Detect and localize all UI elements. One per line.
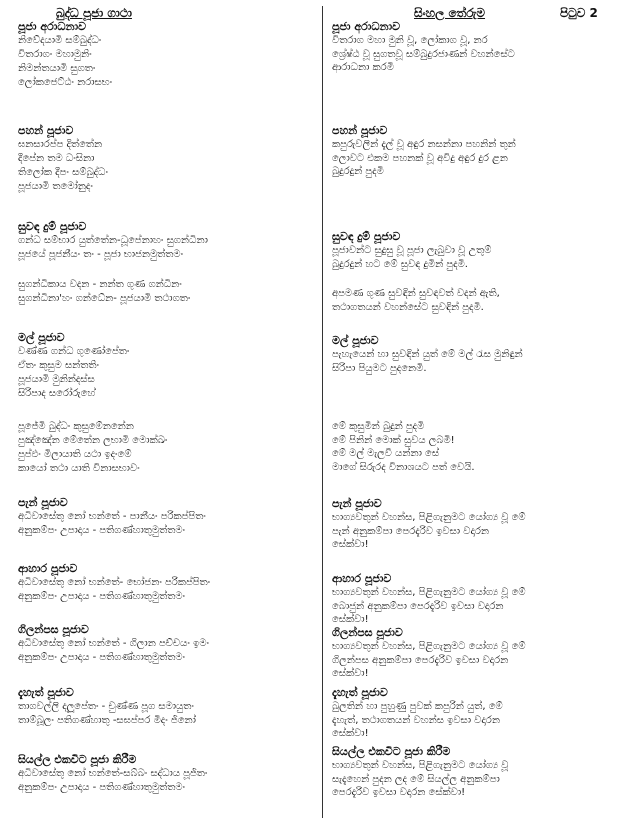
meaning-line: භාග්‍යවතුන් වහන්ස, පිළිගැනුමට යෝග්‍ය වූ [332,760,509,771]
section-title: ආහාර පූජාව [332,572,392,585]
section-title: මල් පූජාව [332,334,379,347]
verse-line: ගන්ධ සම්භාර යුත්තේන-ධූපේනාහං සුගන්ධිනා [18,235,208,246]
section-title: පහන් පූජාව [332,124,388,137]
meaning-section-medicine [332,626,632,681]
verse-section-flower-continued [18,420,318,476]
meaning-section-flower [332,334,632,375]
verse-line: අධිවාසේතු නෝ භන්තේ- භෝජනං පරිකප්පිතං [18,577,211,588]
meaning-section-food [332,572,632,627]
meaning-line: සිරිපා පියුමට පුදනෙමි. [332,362,427,374]
verse-line: පුප්ඵං මිලායාති යථා ඉදංමේ [18,449,132,460]
column-divider [322,6,323,818]
verse-section-all-offerings [18,753,318,795]
verse-line: විතරාගං මහාමුනිං [18,49,92,60]
meaning-line: මේ පිනින් මොක් සුවය ලබමි! [332,434,455,446]
verse-section-medicine [18,623,318,665]
verse-line: දීපේන තම ධංසිනා [18,153,95,164]
verse-line: අනුකම්පං උපාදාය - පතිගණ්හාතුමුත්තමං [18,652,186,663]
verse-section-food [18,562,318,604]
verse-line: සුගන්ධිනා'හං ගන්ධේන- පූජයාමි තථාගතං [18,293,191,304]
meaning-section-flower-continued [332,420,632,474]
meaning-line: සැදැහෙන් පුදන ලද මේ සියල්ල අනුකම්පා [332,773,500,785]
section-title: ගිලන්පස පූජාව [18,623,89,636]
verse-section-water [18,496,318,538]
meaning-line: සේක්වා! [332,539,369,550]
meaning-section-betel [332,686,632,741]
page-number: පිටුව 2 [560,6,598,20]
meaning-line: බුලතින් හා පුහුණු පුවක් කපුරින් යුත්, මේ [332,701,503,712]
section-title: සියල්ල එකවිට පූජා කිරීම [18,753,137,766]
meaning-line: බොජුන් අනුකම්පා පෙරදැරිව ඉවසා වදාරන [332,600,504,612]
meaning-line: දැහැත්, තථාගතයන් වහන්ස ඉවසා වදාරන [332,714,500,726]
verse-section-aradhana [18,20,318,90]
meaning-line: සේක්වා! [332,668,369,679]
meaning-section-water [332,497,632,552]
meaning-line: සේක්වා! [332,614,369,625]
left-column-heading: බුද්ධ පූජා ගාථා [56,6,132,20]
verse-line: තාගවල්ලි දලූපේතං - චුණ්ණ පූග සමායුතං [18,701,194,712]
meaning-line: පැහැයෙන් හා සුවඳින් යුත් මේ මල් රැස මුනිඳුන් [332,349,523,360]
meaning-line: පෙරදැරිව ඉවසා වදාරන සේක්වා! [332,787,466,798]
meaning-section-incense-continued [332,287,632,314]
meaning-line: ගිලන්පස අනුකම්පා පෙරදැරිව ඉවසා වදාරන [332,654,509,666]
meaning-line: මේ මල් මැලවී යන්නා සේ [332,448,440,459]
section-title: පූජා අරාධනාව [18,20,86,33]
meaning-line: ලොවට එකම පහනක් වූ අවිදු අඳුර දුර ළන [332,152,508,164]
meaning-line: සේක්වා! [332,728,369,739]
verse-section-incense-continued [18,278,318,306]
meaning-line: පූජාවන්ට සුදුසු වූ පූජා ලැබුවා වූ උතුම් [332,245,492,256]
verse-line: අනුකම්පං උපාදාය - පතිගණ්හාතුමුත්තමං [18,782,186,793]
verse-line: පූජේමි බුද්ධං කුසුමේනනේන [18,421,134,432]
meaning-line: මේ කුසුමින් බුදුන් පුදමි [332,421,425,432]
meaning-line: ආරාධනා කරමි [332,62,394,73]
verse-line: තාම්බූලං පතිගණ්හාතු -සඝප්පර මිදං ජිනෝ [18,715,196,726]
verse-line: සුගන්ධිකාය වදන - නන්ත ගුණ ගන්ධිනං [18,279,182,290]
verse-line: පුඤ්ඤේන මේතේන ලභාමි මොක්ඛං [18,435,168,446]
section-title: සුවඳ දුම් පූජාව [332,230,401,243]
section-title: පැන් පූජාව [332,497,382,510]
meaning-section-all-offerings [332,745,632,800]
verse-line: නිමන්තයාමි සුගතං [18,63,96,74]
meaning-line: බුදුරදුන් හට මේ සුවඳ දුමින් පුදමි. [332,258,468,270]
verse-line: වණ්ණ ගන්ධ ගුණෝපේතං [18,346,130,357]
section-title: පහන් පූජාව [18,124,74,137]
verse-line: අධිවාසේතු නෝ භන්තේ-සබ්බං සද්ධාය පූජිතං [18,768,208,779]
meaning-line: බුදුරදුන් පුදමි [332,166,384,177]
meaning-line: මාගේ සිරුරද විනාශයට පත් වෙයි. [332,461,475,473]
verse-section-incense [18,220,318,262]
section-title: පැන් පූජාව [18,496,68,509]
meaning-line: භාග්‍යවතුන් වහන්ස, පිළිගැනුමට යෝග්‍ය වූ මේ [332,512,526,523]
meaning-line: විතරාග මහා මුනි වූ, ලෝකාග වූ, නර [332,35,488,46]
verse-section-flower [18,331,318,401]
verse-line: නිවේදයාමි සම්බුද්ධං [18,35,102,46]
verse-section-lamp [18,124,318,194]
verse-line: ඒතං කුසුම සන්තතිං [18,360,100,371]
meaning-line: භාග්‍යවතුන් වහන්ස, පිළිගැනුමට යෝග්‍ය වූ මේ [332,587,526,598]
meaning-line: අපමණ ගුණ සුවඳින් සුවඳවත් වදන් ඇති, [332,288,500,299]
section-title: දැහැත් පූජාව [18,686,74,699]
verse-line: පූජයේ පූජනීයං තං - පූජා භාජනමුත්තමං [18,249,184,260]
meaning-line: කපුරුවලින් දැල් වූ අඳුර නසන්නා පහනින් තුන් [332,139,516,150]
verse-line: පූජයාමි තමෝනුදං [18,181,93,192]
verse-line: ඝනසාරප්ප දිත්තේන [18,139,103,150]
verse-line: සිරිපාද සරෝරුහේ [18,388,96,399]
meaning-section-incense [332,230,632,271]
verse-section-betel [18,686,318,728]
meaning-line: තථාගතයන් වහන්සේට සුවඳින් පුදමි. [332,301,484,313]
section-title: ආහාර පූජාව [18,562,78,575]
meaning-line: ශ්‍රේෂ්ඨ වූ සුගතවූ සම්බුදුරජාණන් වහන්සේට [332,48,515,60]
section-title: පූජා අරාධනාව [332,20,400,33]
section-title: ගිලන්පස පූජාව [332,626,403,639]
meaning-section-aradhana [332,20,632,75]
section-title: දැහැත් පූජාව [332,686,388,699]
verse-line: අධිවාසේතු නෝ භන්තේ - පානීයං පරිකප්පිතං [18,511,206,522]
verse-line: පූජයාමි මුනින්දස්ස [18,374,95,385]
verse-line: තිලෝක දීපං සම්බුද්ධං [18,167,108,178]
meaning-section-lamp [332,124,632,179]
section-title: මල් පූජාව [18,331,65,344]
verse-line: අනුකම්පං උපාදාය - පතිගණ්හාතුමුත්තමං [18,525,186,536]
meaning-line: පැන් අනුකම්පා පෙරදැරිව ඉවසා වදාරන [332,525,490,537]
verse-line: අධිවාසේතු නෝ භන්තේ - ගිලාන පච්චයං ඉමං [18,638,210,649]
verse-line: කායෝ තථා යාති විනාසභාවං [18,463,140,474]
section-title: සියල්ල එකවිට පූජා කිරීම [332,745,451,758]
verse-line: ලෝකජෙට්ඨං නරාසභං [18,77,113,88]
verse-line: අනුකම්පං උපාදාය - පතිගණ්හාතුමුත්තමං [18,591,186,602]
meaning-line: භාග්‍යවතුන් වහන්ස, පිළිගැනුමට යෝග්‍ය වූ මේ [332,641,526,652]
right-column-heading: සිංහල තේරුම [414,6,486,20]
section-title: සුවඳ දුම් පූජාව [18,220,87,233]
